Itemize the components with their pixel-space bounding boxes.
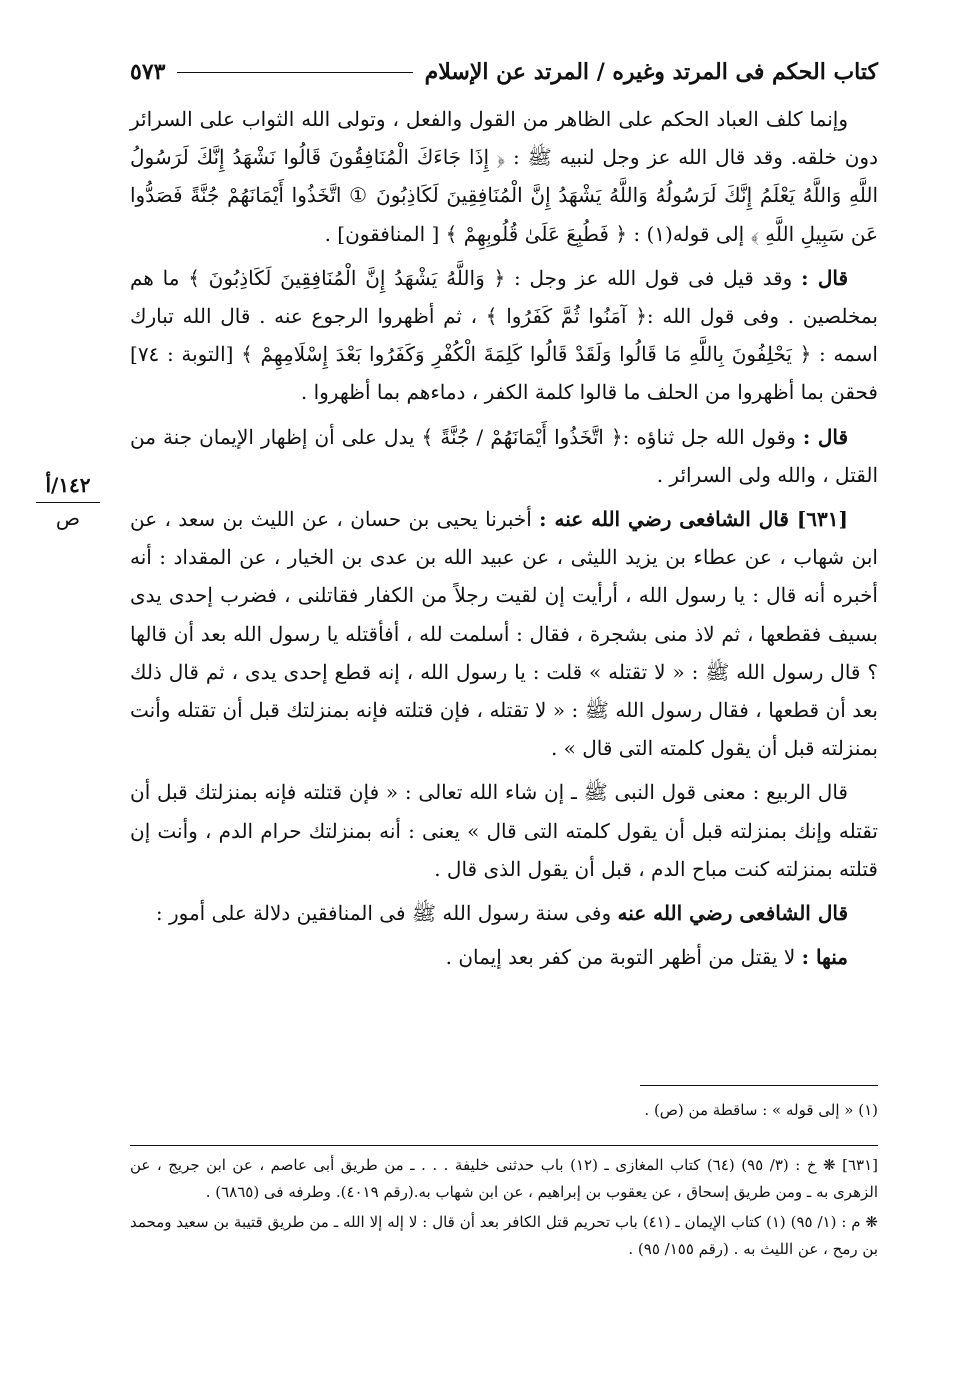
source-note: [٦٣١] ❋ خ : (٣/ ٩٥) (٦٤) كتاب المغازى ـ (١٢) باب حدثنى خليفة . . . ـ من طريق أبى عاصم ، عن ابن جريج ، عن الزهرى به ـ ومن طريق إسحاق ، عن يعقوب بن إبراهيم ، عن ابن شهاب به.(رقم ٤٠١٩). وطرفه فى (٦٨٦٥) . (130, 1156, 878, 1201)
main-text (130, 100, 878, 982)
running-title: كتاب الحكم فى المرتد وغيره / المرتد عن الإسلام (424, 59, 878, 85)
page-header (130, 52, 878, 92)
paragraph (130, 773, 878, 888)
footnote: (١) « إلى قوله » : ساقطة من (ص) . (644, 1101, 878, 1119)
paragraph-lead: قال : (801, 265, 849, 290)
paragraph-body: قال الربيع : معنى قول النبى ﷺ ـ إن شاء الله تعالى : « فإن قتلته فإنه بمنزلتك قبل أن تقتله وإنك بمنزلته قبل أن يقول كلمته التى قال » يعنى : أنه بمنزلتك حرام الدم ، وأنت إن قتلته بمنزلته كنت مباح الدم ، قبل أن يقول الذى قال . (130, 780, 878, 881)
manuscript-folio-ref: ١٤٢/أ (36, 470, 100, 503)
paragraph-lead: قال الشافعى رضي الله عنه (617, 901, 848, 926)
paragraph (130, 894, 878, 932)
paragraph-body: وقول الله جل ثناؤه :﴿ اتَّخَذُوا أَيْمَانَهُمْ / جُنَّةً ﴾ يدل على أن إظهار الإيمان جنة من القتل ، والله ولى السرائر . (130, 424, 878, 487)
paragraph-body: وفى سنة رسول الله ﷺ فى المنافقين دلالة على أمور : (155, 901, 612, 926)
paragraph-body: وإنما كلف العباد الحكم على الظاهر من القول والفعل ، وتولى الله الثواب على السرائر دون خلقه. وقد قال الله عز وجل لنبيه ﷺ : ﴿ إِذَا جَاءَكَ الْمُنَافِقُونَ قَالُوا نَشْهَدُ إِنَّكَ لَرَسُولُ اللَّهِ وَاللَّهُ يَعْلَمُ إِنَّكَ لَرَسُولُهُ وَاللَّهُ يَشْهَدُ إِنَّ الْمُنَافِقِينَ لَكَاذِبُونَ ① اتَّخَذُوا أَيْمَانَهُمْ جُنَّةً فَصَدُّوا عَن سَبِيلِ اللَّهِ ﴾ إلى قوله(١) : ﴿ فَطُبِعَ عَلَىٰ قُلُوبِهِمْ ﴾ [ المنافقون] . (130, 107, 879, 246)
sources-separator (130, 1145, 878, 1146)
manuscript-siglum: ص (55, 506, 81, 530)
paragraph (130, 500, 878, 767)
paragraph (130, 418, 878, 494)
footnote-rule (640, 1085, 878, 1086)
paragraph-body: أخبرنا يحيى بن حسان ، عن الليث بن سعد ، عن ابن شهاب ، عن عطاء بن يزيد الليثى ، عن عبيد الله بن عدى بن الخيار ، عن المقداد : أنه أخبره أنه قال : يا رسول الله ، أرأيت إن لقيت رجلاً من الكفار فقاتلنى ، فضرب إحدى يدى بسيف فقطعها ، ثم لاذ منى بشجرة ، فقال : أسلمت لله ، أفأقتله يا رسول الله بعد أن قالها ؟ قال رسول الله ﷺ : « لا تقتله » قلت : يا رسول الله ، إنه قطع إحدى يدى ، ثم قال ذلك بعد أن قطعها ، فقال رسول الله ﷺ : « لا تقتله ، فإن قتلته فإنه بمنزلتك قبل أن تقتله وأنت بمنزلته قبل أن يقول كلمته التى قال » . (130, 507, 879, 761)
paragraph (130, 259, 878, 412)
manuscript-margin-note (36, 470, 100, 533)
header-rule (177, 72, 412, 73)
paragraph (130, 938, 878, 976)
paragraph-lead: منها : (801, 945, 848, 970)
source-note: ❋ م : (١/ ٩٥) (١) كتاب الإيمان ـ (٤١) باب تحريم قتل الكافر بعد أن قال : لا إله إلا الله ـ من طريق قتيبة بن سعيد ومحمد بن رمح ، عن الليث به . (رقم ١٥٥/ ٩٥) . (130, 1213, 878, 1258)
paragraph-body: وقد قيل فى قول الله عز وجل : ﴿ وَاللَّهُ يَشْهَدُ إِنَّ الْمُنَافِقِينَ لَكَاذِبُونَ ﴾ ما هم بمخلصين . وفى قول الله :﴿ آمَنُوا ثُمَّ كَفَرُوا ﴾ ، ثم أظهروا الرجوع عنه . قال الله تبارك اسمه : ﴿ يَحْلِفُونَ بِاللَّهِ مَا قَالُوا وَلَقَدْ قَالُوا كَلِمَةَ الْكُفْرِ وَكَفَرُوا بَعْدَ إِسْلَامِهِمْ ﴾ [التوبة : ٧٤] فحقن بما أظهروا من الحلف ما قالوا كلمة الكفر ، دماءهم بما أظهروا . (130, 265, 878, 405)
paragraph-lead: قال : (802, 424, 849, 449)
paragraph-body: لا يقتل من أظهر التوبة من كفر بعد إيمان . (445, 945, 796, 970)
page-number: ٥٧٣ (130, 59, 166, 85)
paragraph-lead: [٦٣١] قال الشافعى رضي الله عنه : (539, 507, 848, 532)
paragraph (130, 100, 878, 253)
source-notes (130, 1152, 878, 1266)
